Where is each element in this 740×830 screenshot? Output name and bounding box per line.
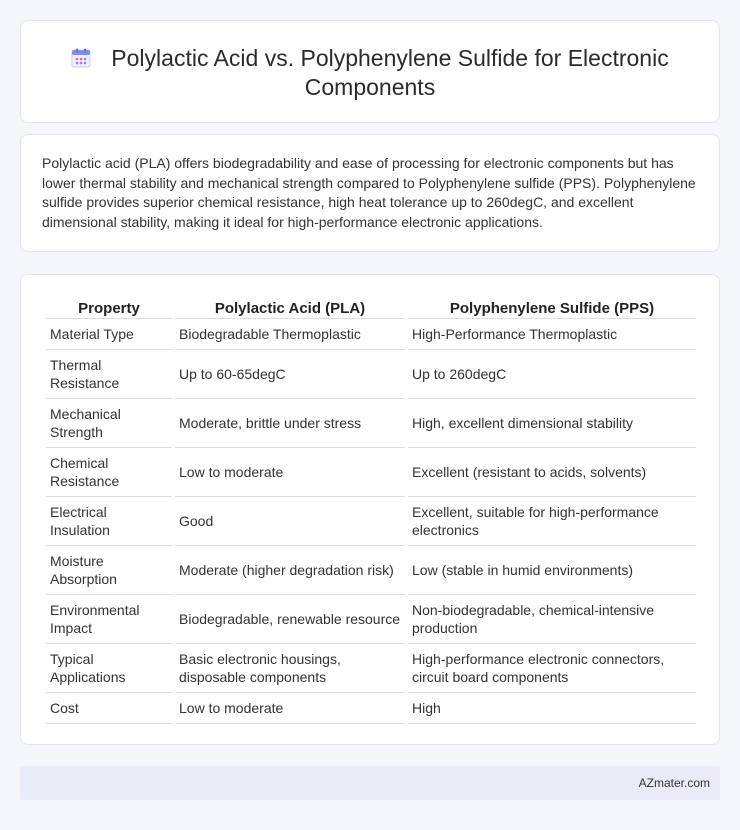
table-cell-pla: Up to 60-65degC — [175, 350, 405, 399]
table-row — [46, 319, 696, 350]
comparison-table — [43, 295, 699, 724]
footer-brand[interactable]: AZmater.com — [638, 776, 710, 790]
table-cell-pps: High-performance electronic connectors, circuit board components — [408, 644, 696, 693]
table-cell-pla: Moderate, brittle under stress — [175, 399, 405, 448]
title-card — [20, 20, 720, 123]
table-row — [46, 693, 696, 724]
table-row — [46, 448, 696, 497]
table-cell-pps: Up to 260degC — [408, 350, 696, 399]
table-cell-pps: Low (stable in humid environments) — [408, 546, 696, 595]
table-cell-property: Thermal Resistance — [46, 350, 172, 399]
table-cell-pps: High-Performance Thermoplastic — [408, 319, 696, 350]
table-cell-pps: Excellent (resistant to acids, solvents) — [408, 448, 696, 497]
page-title: Polylactic Acid vs. Polyphenylene Sulfide for Electronic Components — [111, 45, 669, 100]
table-cell-property: Electrical Insulation — [46, 497, 172, 546]
table-row — [46, 595, 696, 644]
table-row — [46, 546, 696, 595]
table-cell-pla: Biodegradable Thermoplastic — [175, 319, 405, 350]
table-cell-pla: Basic electronic housings, disposable components — [175, 644, 405, 693]
comparison-card — [20, 274, 720, 745]
header-pps: Polyphenylene Sulfide (PPS) — [408, 295, 696, 319]
table-row — [46, 497, 696, 546]
table-cell-pla: Biodegradable, renewable resource — [175, 595, 405, 644]
table-row — [46, 644, 696, 693]
table-row — [46, 399, 696, 448]
footer-bar — [20, 766, 720, 800]
header-property: Property — [46, 295, 172, 319]
table-cell-property: Typical Applications — [46, 644, 172, 693]
table-cell-pla: Low to moderate — [175, 448, 405, 497]
calendar-icon — [71, 46, 91, 66]
table-cell-pps: High, excellent dimensional stability — [408, 399, 696, 448]
summary-text: Polylactic acid (PLA) offers biodegradability and ease of processing for electronic components but has lower thermal stability and mechanical strength compared to Polyphenylene sulfide (PPS). Polyphenylene sulfide provides superior chemical resistance, high heat tolerance up to 260degC, and excellent dimensional stability, making it ideal for high-performance electronic applications. — [42, 155, 696, 230]
table-cell-property: Chemical Resistance — [46, 448, 172, 497]
table-cell-pla: Low to moderate — [175, 693, 405, 724]
table-cell-property: Material Type — [46, 319, 172, 350]
page-title-wrap — [21, 44, 719, 102]
table-cell-property: Cost — [46, 693, 172, 724]
table-cell-property: Moisture Absorption — [46, 546, 172, 595]
table-header-row — [46, 295, 696, 319]
table-cell-pps: Non-biodegradable, chemical-intensive production — [408, 595, 696, 644]
table-row — [46, 350, 696, 399]
summary-card — [20, 134, 720, 252]
table-cell-pps: High — [408, 693, 696, 724]
table-cell-pps: Excellent, suitable for high-performance electronics — [408, 497, 696, 546]
table-cell-property: Mechanical Strength — [46, 399, 172, 448]
table-cell-property: Environmental Impact — [46, 595, 172, 644]
table-cell-pla: Moderate (higher degradation risk) — [175, 546, 405, 595]
header-pla: Polylactic Acid (PLA) — [175, 295, 405, 319]
table-cell-pla: Good — [175, 497, 405, 546]
